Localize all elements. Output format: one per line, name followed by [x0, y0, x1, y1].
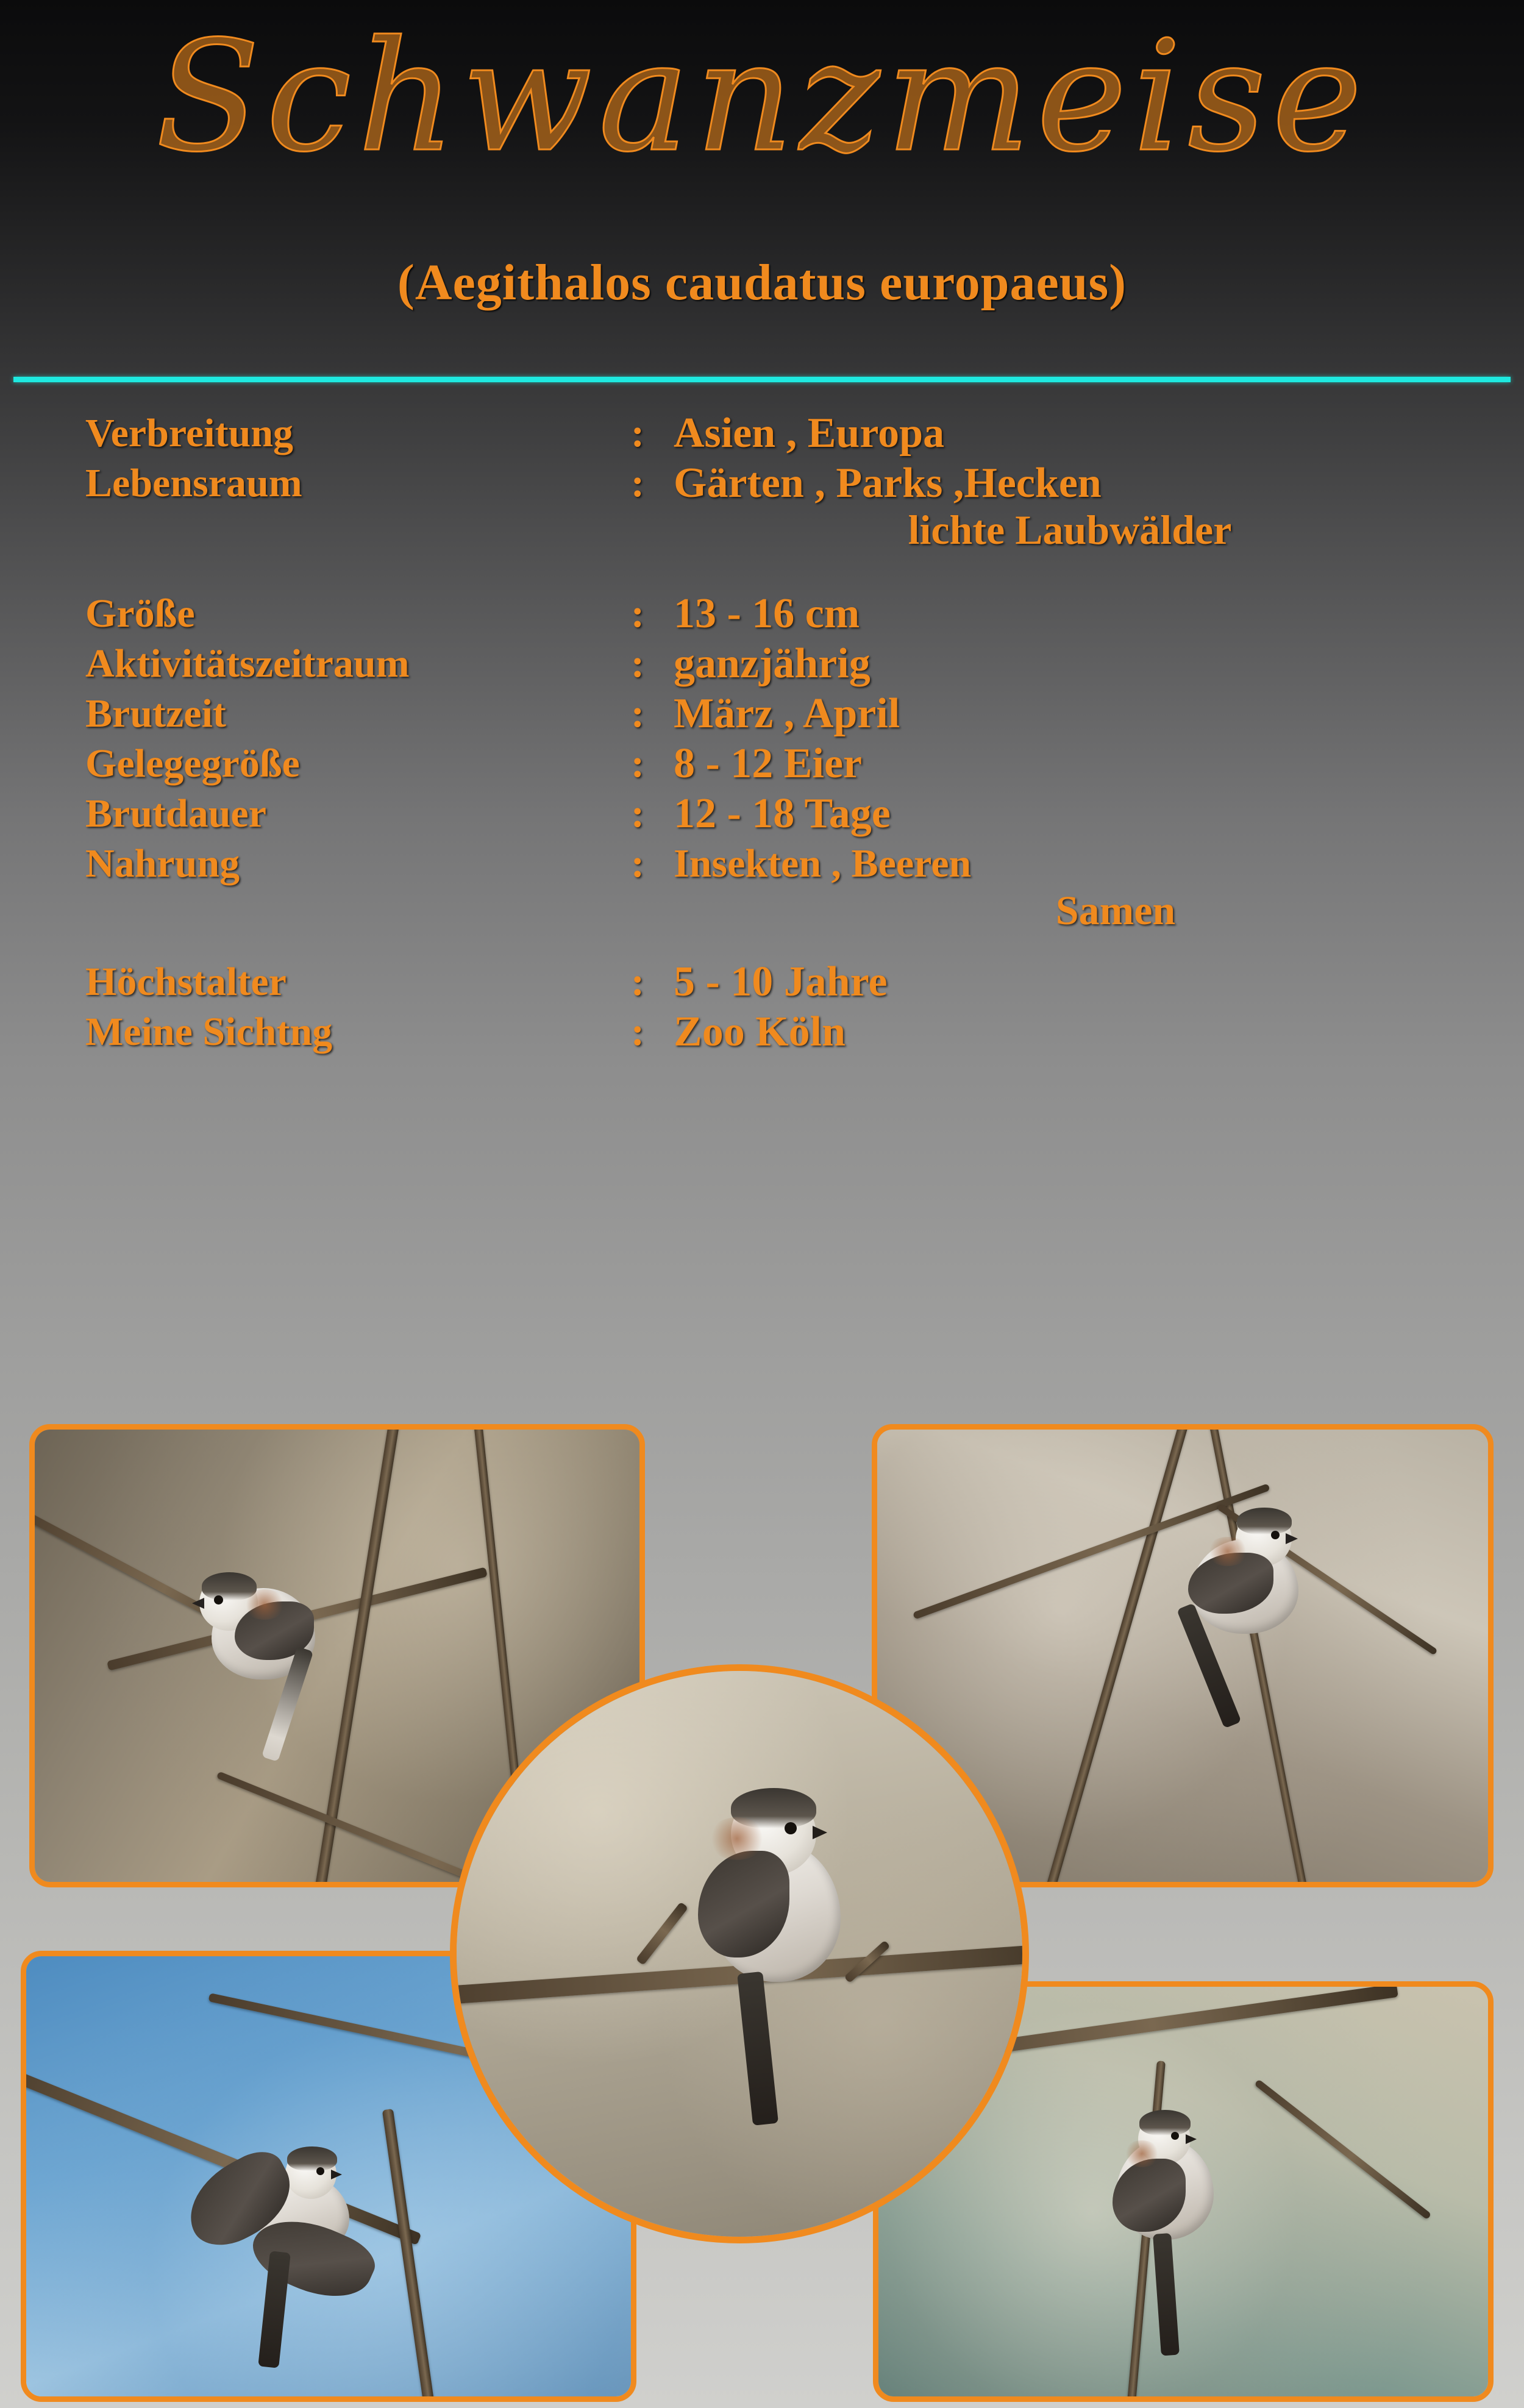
- fact-label: Größe: [85, 591, 195, 636]
- scientific-name: (Aegithalos caudatus europaeus): [397, 254, 1127, 311]
- fact-label: Höchstalter: [85, 960, 287, 1004]
- fact-value: Zoo Köln: [674, 1008, 846, 1055]
- fact-colon: :: [631, 691, 644, 736]
- fact-row: [0, 740, 1524, 790]
- fact-label: Brutdauer: [85, 791, 266, 836]
- fact-colon: :: [631, 791, 644, 836]
- fact-label: Brutzeit: [85, 691, 226, 736]
- fact-value: 5 - 10 Jahre: [674, 958, 888, 1005]
- fact-colon: :: [631, 591, 644, 636]
- poster-header: [0, 0, 1524, 366]
- fact-row: [0, 460, 1524, 553]
- fact-row: [0, 840, 1524, 933]
- fact-colon: :: [631, 741, 644, 786]
- fact-label: Meine Sichtng: [85, 1010, 333, 1054]
- photo-center: [450, 1664, 1029, 2243]
- fact-value: Insekten , Beeren: [674, 841, 972, 886]
- fact-value: 12 - 18 Tage: [674, 790, 891, 837]
- header-divider: [13, 377, 1511, 382]
- fact-value-line2: Samen: [1055, 887, 1176, 933]
- fact-colon: :: [631, 461, 644, 505]
- fact-label: Aktivitätszeitraum: [85, 641, 410, 686]
- fact-value: 13 - 16 cm: [674, 590, 860, 637]
- fact-colon: :: [631, 411, 644, 455]
- photo-collage: [0, 1414, 1524, 2408]
- fact-value: ganzjährig: [674, 640, 871, 687]
- fact-colon: :: [631, 841, 644, 886]
- fact-value-line2: lichte Laubwälder: [908, 507, 1232, 553]
- fact-label: Lebensraum: [85, 461, 302, 505]
- fact-value: 8 - 12 Eier: [674, 740, 863, 787]
- fact-value: Asien , Europa: [674, 410, 945, 457]
- fact-row: [0, 410, 1524, 460]
- fact-row: [0, 640, 1524, 690]
- fact-value: Gärten , Parks ,Hecken: [674, 460, 1102, 507]
- fact-label: Verbreitung: [85, 411, 294, 455]
- page-title: Schwanzmeise: [155, 8, 1369, 185]
- fact-row: [0, 958, 1524, 1008]
- fact-colon: :: [631, 960, 644, 1004]
- fact-colon: :: [631, 1010, 644, 1054]
- fact-row: [0, 590, 1524, 640]
- fact-label: Nahrung: [85, 841, 240, 886]
- fact-row: [0, 790, 1524, 840]
- fact-colon: :: [631, 641, 644, 686]
- fact-label: Gelegegröße: [85, 741, 300, 786]
- fact-row: [0, 690, 1524, 740]
- fact-value: März , April: [674, 690, 900, 737]
- fact-row: [0, 1008, 1524, 1058]
- fact-list: [0, 410, 1524, 1058]
